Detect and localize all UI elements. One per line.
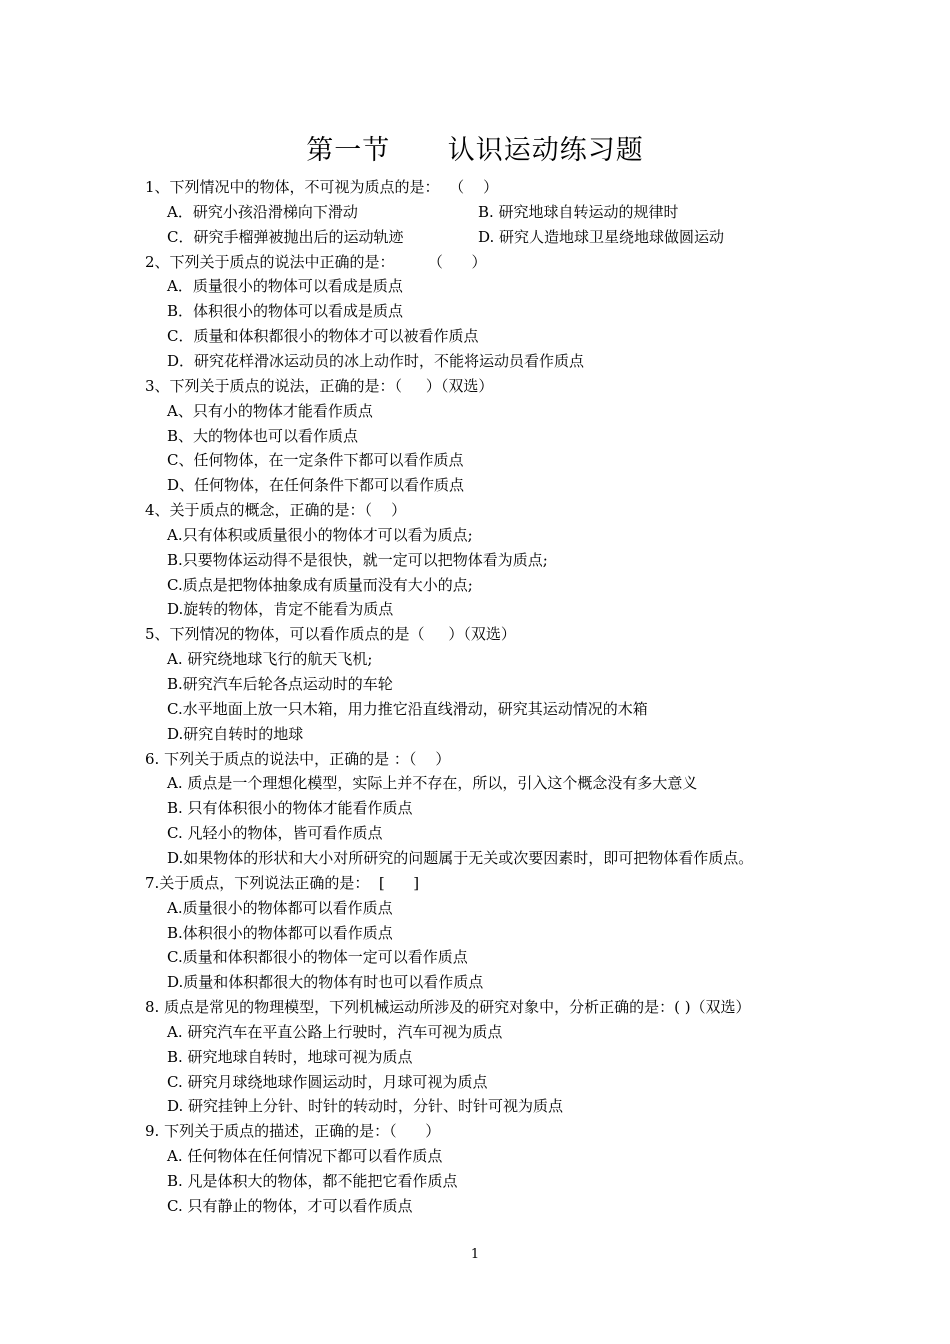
question-stem: 4、关于质点的概念，正确的是：（ ）: [145, 501, 407, 519]
answer-option: D.如果物体的形状和大小对所研究的问题属于无关或次要因素时，即可把物体看作质点。: [167, 849, 754, 867]
answer-option: C.质量和体积都很小的物体一定可以看作质点: [167, 948, 468, 966]
answer-option: D、任何物体，在任何条件下都可以看作质点: [167, 476, 465, 494]
answer-option: A. 研究绕地球飞行的航天飞机;: [167, 650, 373, 668]
answer-option: B.研究汽车后轮各点运动时的车轮: [167, 675, 393, 693]
answer-option: C.水平地面上放一只木箱，用力推它沿直线滑动，研究其运动情况的木箱: [167, 700, 648, 718]
answer-option: D.质量和体积都很大的物体有时也可以看作质点: [167, 973, 484, 991]
answer-option: A．研究小孩沿滑梯向下滑动: [167, 203, 358, 221]
answer-option: C.质点是把物体抽象成有质量而没有大小的点;: [167, 576, 473, 594]
page-number: 1: [470, 1247, 480, 1262]
answer-option: C. 只有静止的物体，才可以看作质点: [167, 1197, 413, 1215]
answer-option: B. 研究地球自转运动的规律时: [478, 203, 679, 221]
answer-option: C. 研究月球绕地球作圆运动时，月球可视为质点: [167, 1073, 488, 1091]
question-stem: 8. 质点是常见的物理模型，下列机械运动所涉及的研究对象中，分析正确的是：( )（双选）: [145, 998, 751, 1016]
answer-option: D.研究自转时的地球: [167, 725, 304, 743]
answer-option: A.质量很小的物体都可以看作质点: [167, 899, 393, 917]
answer-option: A. 任何物体在任何情况下都可以看作质点: [167, 1147, 443, 1165]
answer-option: B. 研究地球自转时，地球可视为质点: [167, 1048, 413, 1066]
answer-option: C. 凡轻小的物体，皆可看作质点: [167, 824, 383, 842]
answer-option: B、大的物体也可以看作质点: [167, 427, 359, 445]
answer-option: C．质量和体积都很小的物体才可以被看作质点: [167, 327, 479, 345]
answer-option: A. 质点是一个理想化模型，实际上并不存在，所以，引入这个概念没有多大意义: [167, 774, 698, 792]
answer-option: B. 凡是体积大的物体，都不能把它看作质点: [167, 1172, 458, 1190]
question-stem: 2、下列关于质点的说法中正确的是： （ ）: [145, 253, 487, 271]
answer-option: B．体积很小的物体可以看成是质点: [167, 302, 404, 320]
answer-option: C．研究手榴弹被抛出后的运动轨迹: [167, 228, 404, 246]
answer-option: A. 研究汽车在平直公路上行驶时，汽车可视为质点: [167, 1023, 503, 1041]
answer-option: A、只有小的物体才能看作质点: [167, 402, 373, 420]
question-stem: 1、下列情况中的物体，不可视为质点的是： （ ）: [145, 178, 499, 196]
answer-option: B.体积很小的物体都可以看作质点: [167, 924, 393, 942]
question-stem: 7.关于质点，下列说法正确的是： [ ]: [145, 874, 420, 892]
answer-option: D. 研究人造地球卫星绕地球做圆运动: [478, 228, 725, 246]
answer-option: B.只要物体运动得不是很快，就一定可以把物体看为质点;: [167, 551, 548, 569]
page-title: 第一节 认识运动练习题: [306, 135, 644, 166]
answer-option: A．质量很小的物体可以看成是质点: [167, 277, 403, 295]
answer-option: D．研究花样滑冰运动员的冰上动作时，不能将运动员看作质点: [167, 352, 585, 370]
answer-option: D.旋转的物体，肯定不能看为质点: [167, 600, 394, 618]
question-stem: 3、下列关于质点的说法，正确的是：（ ）（双选）: [145, 377, 494, 395]
question-stem: 9. 下列关于质点的描述，正确的是：（ ）: [145, 1122, 441, 1140]
question-stem: 6. 下列关于质点的说法中，正确的是 ：（ ）: [145, 750, 451, 768]
question-stem: 5、下列情况的物体，可以看作质点的是（ ）（双选）: [145, 625, 516, 643]
answer-option: C、任何物体，在一定条件下都可以看作质点: [167, 451, 464, 469]
answer-option: B. 只有体积很小的物体才能看作质点: [167, 799, 413, 817]
answer-option: D. 研究挂钟上分针、时针的转动时，分针、时针可视为质点: [167, 1097, 564, 1115]
answer-option: A.只有体积或质量很小的物体才可以看为质点;: [167, 526, 473, 544]
